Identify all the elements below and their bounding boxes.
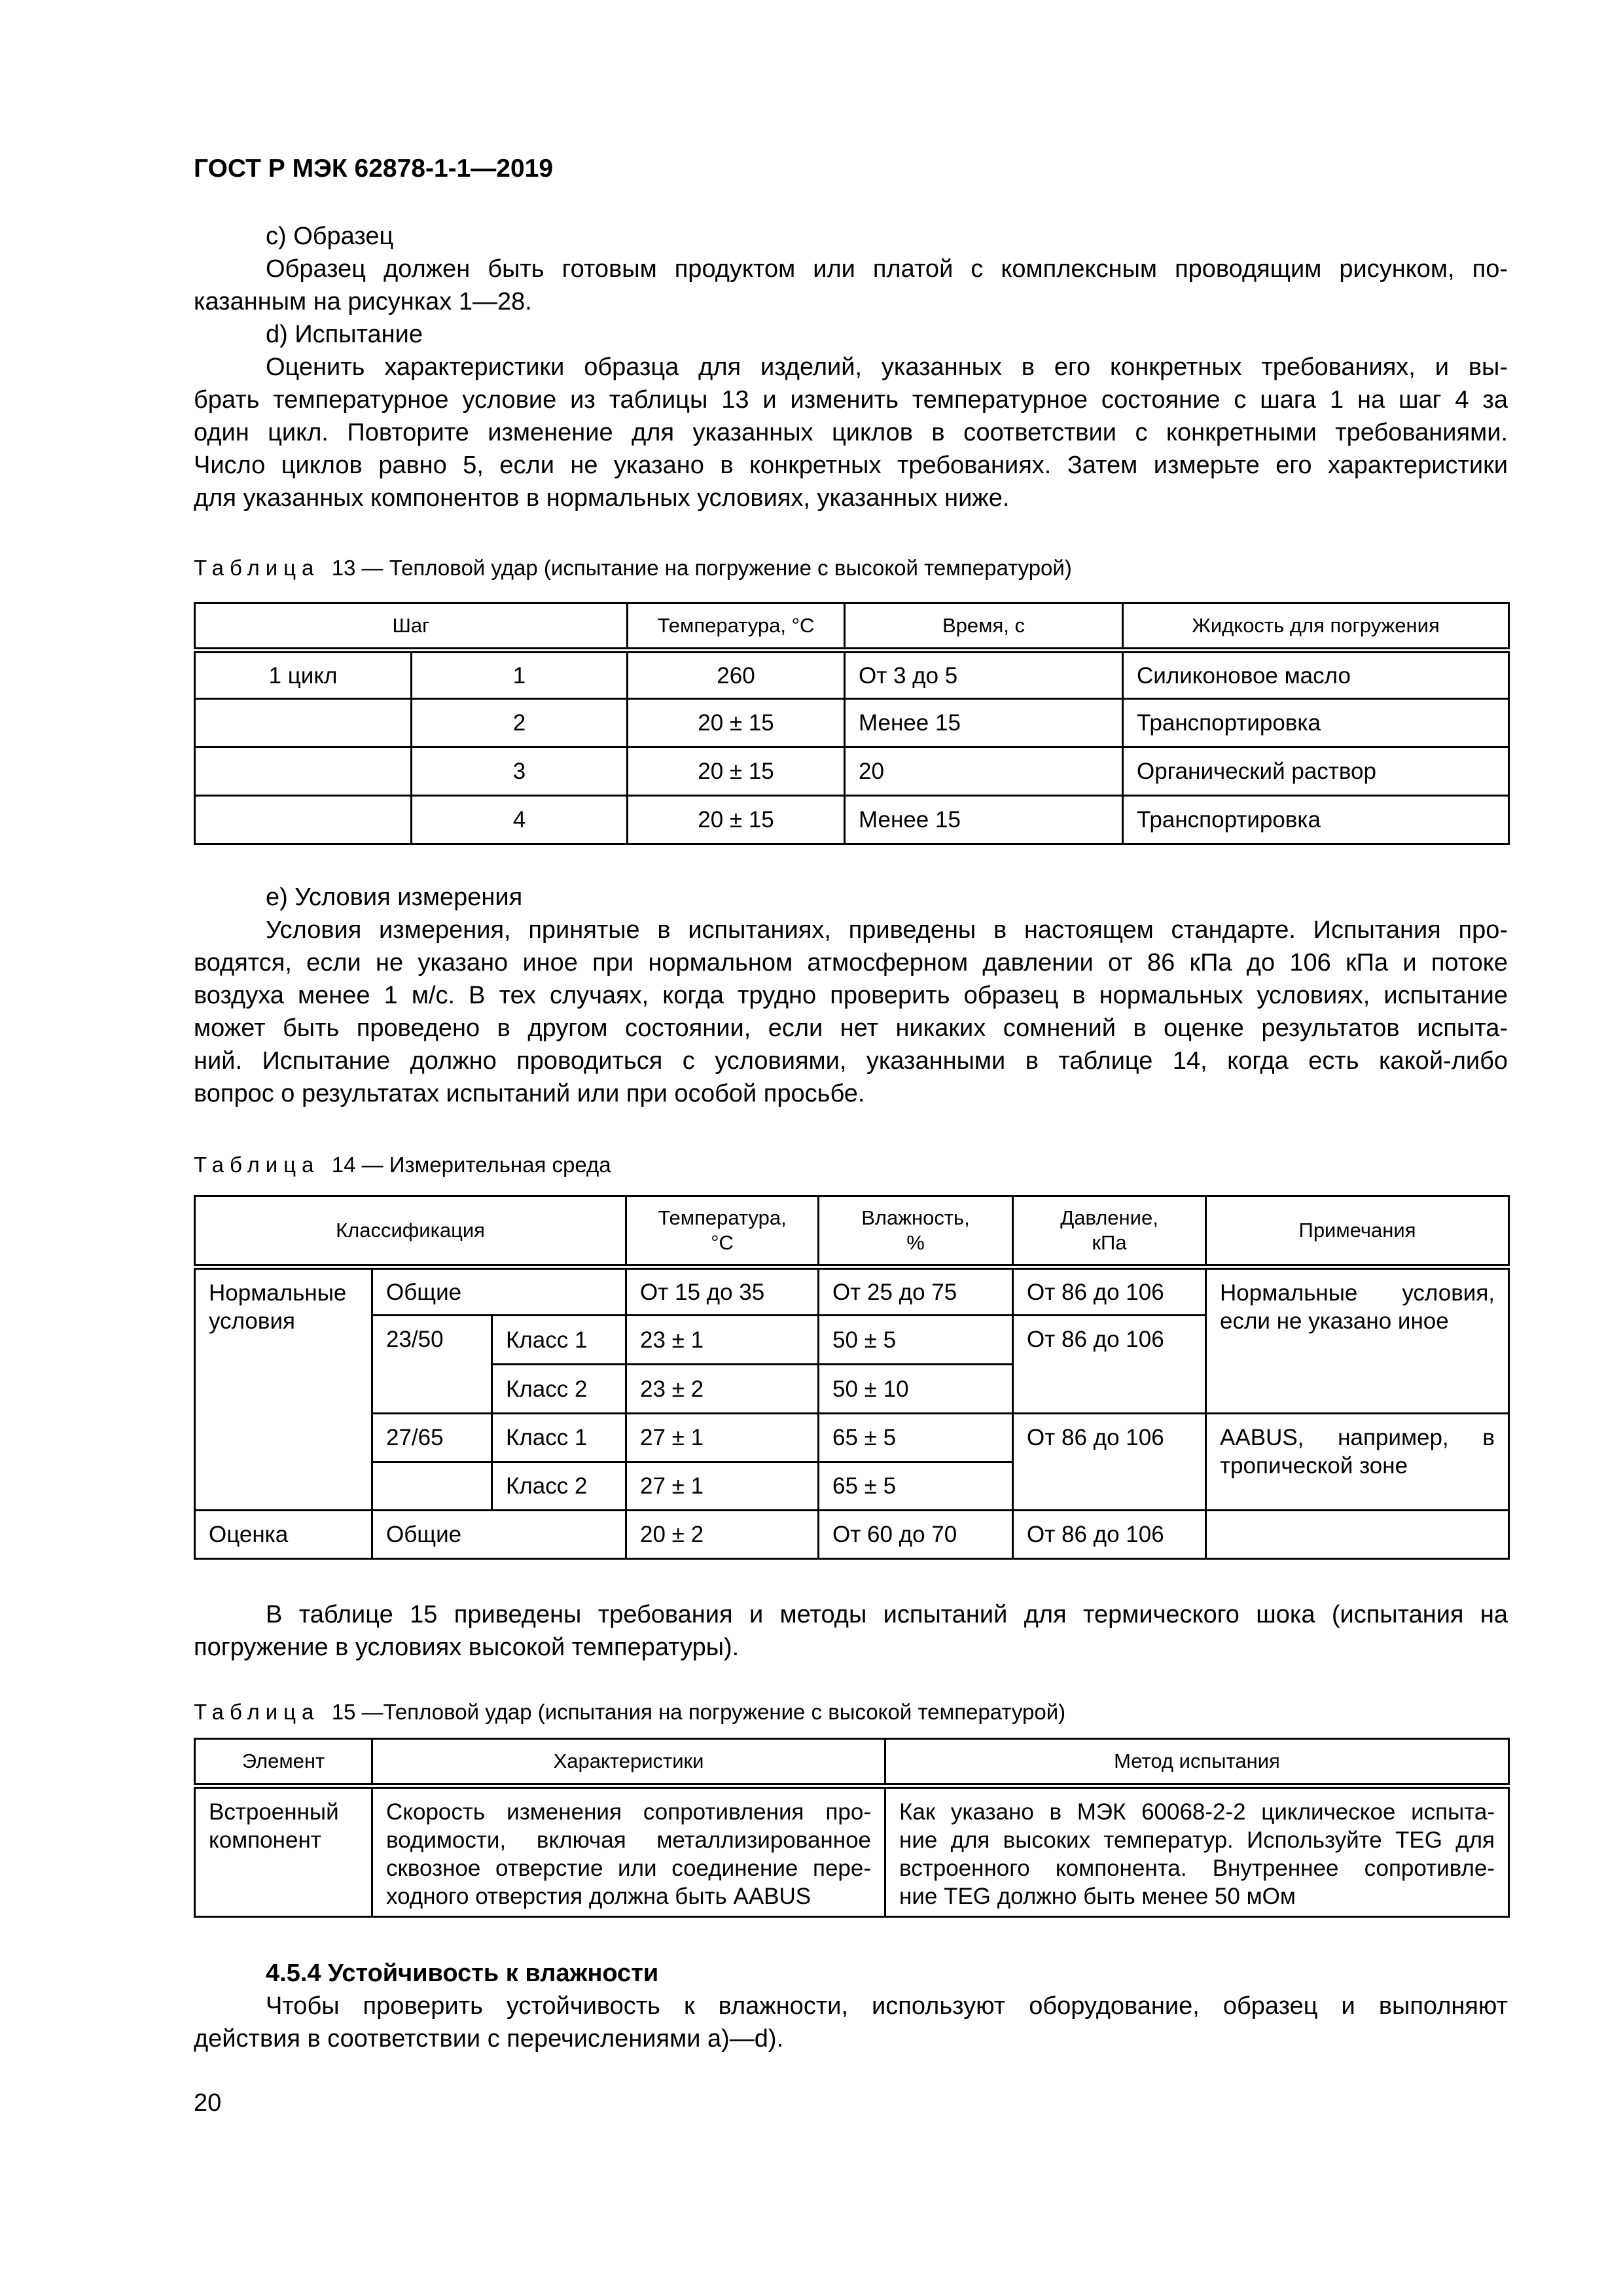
table13-temp: 20 ± 15: [628, 796, 845, 844]
section-d-line: Оценить характеристики образца для изделий, указанных в его конкретных требованиях, и вы-: [266, 353, 1508, 381]
table14-header-pressure-l1: Давление,: [1060, 1206, 1158, 1229]
table14-caption: [194, 1152, 611, 1178]
table15-caption-label: Таблица: [194, 1700, 320, 1724]
table14-humidity: От 25 до 75: [819, 1267, 1013, 1316]
table14-caption-label: Таблица: [194, 1153, 320, 1177]
table15-header-row: [195, 1739, 1509, 1786]
table15-element-l2: компонент: [209, 1827, 321, 1853]
table-row: [195, 1786, 1509, 1917]
table14-evaluation: Оценка: [195, 1511, 372, 1559]
table15-element-l1: Встроенный: [209, 1799, 339, 1825]
table15-method-line: встроенного компонента. Внутреннее сопротивле-: [899, 1856, 1495, 1881]
table14-note-tropical: [1206, 1414, 1509, 1511]
table13-header-row: [195, 603, 1509, 651]
table-row: [195, 651, 1509, 699]
section-c-line: Образец должен быть готовым продуктом или платой с комплексным проводящим рисунком, по-: [266, 255, 1508, 283]
table14-temp: 20 ± 2: [626, 1511, 819, 1559]
table-row: [195, 1511, 1509, 1559]
section-e-line: Условия измерения, принятые в испытаниях, приведены в настоящем стандарте. Испытания про-: [266, 916, 1508, 944]
paragraph-line: В таблице 15 приведены требования и методы испытаний для термического шока (испытания на: [266, 1601, 1508, 1628]
table14-note-tropical-l2: тропической зоне: [1220, 1453, 1408, 1479]
section-e-line: вопрос о результатах испытаний или при особой просьбе.: [194, 1080, 865, 1107]
section-d-line: брать температурное условие из таблицы 13 и изменить температурное состояние с шага 1 на шаг 4 за: [194, 386, 1508, 414]
table13-cycle: [195, 796, 412, 844]
section-e-line: воздуха менее 1 м/с. В тех случаях, когда трудно проверить образец в нормальных условиях, испытание: [194, 982, 1508, 1009]
table14-temp: От 15 до 35: [626, 1267, 819, 1316]
table15-method-line: ние TEG должно быть менее 50 мОм: [899, 1884, 1296, 1909]
table14-class: Класс 1: [492, 1316, 626, 1365]
table14-header-humidity-l2: %: [906, 1231, 925, 1254]
table15-caption-title: 15 —Тепловой удар (испытания на погружение с высокой температурой): [331, 1700, 1066, 1724]
page-number: 20: [194, 2089, 222, 2117]
table14-humidity: От 60 до 70: [819, 1511, 1013, 1559]
table13-time: 20: [845, 747, 1123, 796]
table14-pressure: От 86 до 106: [1013, 1511, 1206, 1559]
table14-header-temperature: [626, 1196, 819, 1267]
table14-header-row: [195, 1196, 1509, 1267]
section-e-line: может быть проведено в другом состоянии, если нет никаких сомнений в оценке результатов испыта-: [194, 1014, 1508, 1042]
table-row: [195, 1267, 1509, 1316]
table14-header-humidity-l1: Влажность,: [861, 1206, 970, 1229]
table15: [194, 1738, 1510, 1918]
table13-step: 4: [412, 796, 628, 844]
table13-cycle: 1 цикл: [195, 651, 412, 699]
table13-cycle: [195, 747, 412, 796]
table13-caption: [194, 555, 1072, 581]
table14-group-27-65: 27/65: [372, 1414, 492, 1462]
paragraph-line: погружение в условиях высокой температуры).: [194, 1634, 740, 1661]
table-row: [195, 1414, 1509, 1462]
section-c: [194, 220, 1508, 318]
table14-header-classification: Классификация: [195, 1196, 626, 1267]
table14-temp: 23 ± 1: [626, 1316, 819, 1365]
table13-temp: 20 ± 15: [628, 747, 845, 796]
table13-header-time: Время, с: [845, 603, 1123, 651]
section-c-title: с) Образец: [266, 223, 394, 250]
table13-liquid: Транспортировка: [1123, 796, 1509, 844]
table14-class: Класс 2: [492, 1365, 626, 1414]
table13-header-step: Шаг: [195, 603, 628, 651]
section-4-5-4: [194, 1957, 1508, 2055]
table14-header-pressure: [1013, 1196, 1206, 1267]
table14-general: Общие: [372, 1511, 626, 1559]
section-4-5-4-heading: 4.5.4 Устойчивость к влажности: [266, 1960, 659, 1987]
table13-header-temp: Температура, °С: [628, 603, 845, 651]
table-row: [195, 699, 1509, 747]
table14-header-temperature-l2: °С: [711, 1231, 734, 1254]
table14-humidity: 65 ± 5: [819, 1462, 1013, 1511]
section-d-title: d) Испытание: [266, 321, 423, 348]
table13-step: 2: [412, 699, 628, 747]
section-d: [194, 318, 1508, 514]
table14-temp: 27 ± 1: [626, 1462, 819, 1511]
table14: [194, 1195, 1510, 1560]
table14-humidity: 65 ± 5: [819, 1414, 1013, 1462]
table13-caption-title: 13 — Тепловой удар (испытание на погружение с высокой температурой): [331, 556, 1072, 580]
document-id-header: ГОСТ Р МЭК 62878-1-1—2019: [194, 154, 554, 183]
table15-element: [195, 1786, 372, 1917]
paragraph-table15-intro: [194, 1598, 1508, 1664]
table15-header-method: Метод испытания: [885, 1739, 1509, 1786]
table14-group-23-50: 23/50: [372, 1316, 492, 1414]
table14-humidity: 50 ± 5: [819, 1316, 1013, 1365]
table13-temp: 20 ± 15: [628, 699, 845, 747]
table14-pressure: От 86 до 106: [1013, 1267, 1206, 1316]
section-c-line: казанным на рисунках 1—28.: [194, 288, 532, 315]
table14-header-notes: Примечания: [1206, 1196, 1509, 1267]
table15-method: [885, 1786, 1509, 1917]
table13-step: 1: [412, 651, 628, 699]
section-d-line: Число циклов равно 5, если не указано в конкретных требованиях. Затем измерьте его характеристики: [194, 452, 1508, 479]
table13-caption-label: Таблица: [194, 556, 320, 580]
table14-normal-conditions: Нормальные условия: [195, 1267, 372, 1511]
table15-characteristics-line: сквозное отверстие или соединение пере-: [386, 1856, 871, 1881]
table14-note-normal-l2: если не указано иное: [1220, 1308, 1449, 1334]
section-d-line: один цикл. Повторите изменение для указанных циклов в соответствии с конкретными требованиями.: [194, 419, 1508, 446]
table13-time: Менее 15: [845, 699, 1123, 747]
table14-pressure: От 86 до 106: [1013, 1414, 1206, 1511]
table14-general: Общие: [372, 1267, 626, 1316]
table14-pressure: От 86 до 106: [1013, 1316, 1206, 1414]
table15-caption: [194, 1699, 1065, 1725]
section-e-title: е) Условия измерения: [266, 884, 523, 911]
table13-header-liquid: Жидкость для погружения: [1123, 603, 1509, 651]
section-e-line: водятся, если не указано иное при нормальном атмосферном давлении от 86 кПа до 106 кПа и потоке: [194, 949, 1508, 977]
table14-humidity: 50 ± 10: [819, 1365, 1013, 1414]
table13-time: Менее 15: [845, 796, 1123, 844]
table13-step: 3: [412, 747, 628, 796]
table15-characteristics: [372, 1786, 885, 1917]
table15-header-characteristics: Характеристики: [372, 1739, 885, 1786]
table14-note-normal: [1206, 1267, 1509, 1414]
table15-method-line: Как указано в МЭК 60068-2-2 циклическое испыта-: [899, 1799, 1495, 1825]
table13-liquid: Органический раствор: [1123, 747, 1509, 796]
section-4-5-4-line: Чтобы проверить устойчивость к влажности, используют оборудование, образец и выполняют: [266, 1992, 1508, 2020]
table14-header-pressure-l2: кПа: [1092, 1231, 1127, 1254]
table14-note-normal-l1: Нормальные условия,: [1220, 1280, 1495, 1306]
table14-group-empty: [372, 1462, 492, 1511]
table15-characteristics-line: ходного отверстия должна быть AABUS: [386, 1884, 812, 1909]
table15-method-line: ние для высоких температур. Используйте TEG для: [899, 1827, 1495, 1853]
section-d-line: для указанных компонентов в нормальных условиях, указанных ниже.: [194, 484, 1010, 512]
table15-header-element: Элемент: [195, 1739, 372, 1786]
table14-temp: 23 ± 2: [626, 1365, 819, 1414]
table-row: [195, 747, 1509, 796]
table13: [194, 602, 1510, 845]
table15-characteristics-line: водимости, включая металлизированное: [386, 1827, 871, 1853]
table14-class: Класс 2: [492, 1462, 626, 1511]
table14-caption-title: 14 — Измерительная среда: [331, 1153, 611, 1177]
table14-temp: 27 ± 1: [626, 1414, 819, 1462]
table14-header-temperature-l1: Температура,: [658, 1206, 787, 1229]
section-e: [194, 881, 1508, 1110]
table13-liquid: Транспортировка: [1123, 699, 1509, 747]
table14-class: Класс 1: [492, 1414, 626, 1462]
table15-characteristics-line: Скорость изменения сопротивления про-: [386, 1799, 871, 1825]
table14-note-tropical-l1: AABUS, например, в: [1220, 1425, 1495, 1450]
table13-temp: 260: [628, 651, 845, 699]
section-4-5-4-line: действия в соответствии с перечислениями a)—d).: [194, 2025, 784, 2053]
table13-cycle: [195, 699, 412, 747]
table13-time: От 3 до 5: [845, 651, 1123, 699]
section-e-line: ний. Испытание должно проводиться с условиями, указанными в таблице 14, когда есть какой-либо: [194, 1047, 1508, 1075]
table-row: [195, 796, 1509, 844]
table14-header-humidity: [819, 1196, 1013, 1267]
table14-notes: [1206, 1511, 1509, 1559]
table13-liquid: Силиконовое масло: [1123, 651, 1509, 699]
